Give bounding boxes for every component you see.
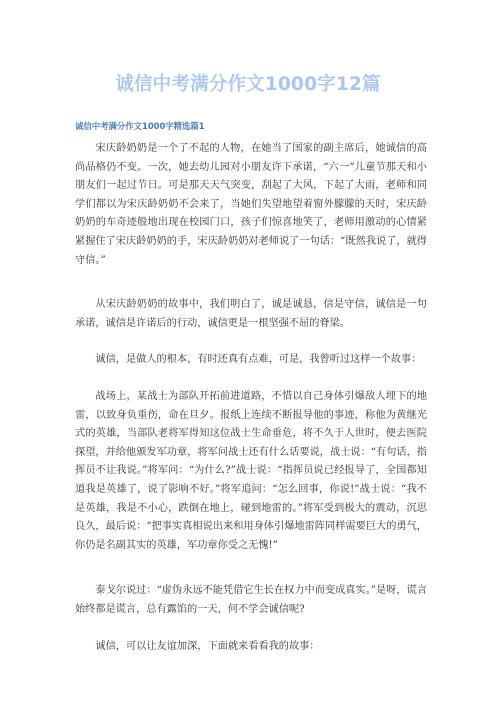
- paragraph: 宋庆龄奶奶是一个了不起的人物，在她当了国家的副主席后，她诚信的高尚品格仍不变。一次，她去幼儿园对小朋友许下承诺，“六一”儿童节那天和小朋友们一起过节日。可是那天天气突变，刮起了大风，下起了大雨，老师和同学们都以为宋庆龄奶奶不会来了，当她们失望地望着窗外朦朦的天时，宋庆龄奶奶的车奇迹般地出现在校园门口，孩子们惊喜地笑了，老师用激动的心情紧紧握住了宋庆龄奶奶的手，宋庆龄奶奶对老师说了一句话：“既然我说了，就得守信。”: [75, 143, 427, 266]
- paragraph: 诚信，是做人的根本，有时还真有点难，可是，我曾听过这样一个故事：: [95, 354, 422, 365]
- paragraph: 从宋庆龄奶奶的故事中，我们明白了，诚是诚恳，信是守信，诚信是一句承诺，诚信是许诺后的行动，诚信更是一根坚强不屈的脊梁。: [75, 299, 427, 329]
- section-subtitle: 诚信中考满分作文1000字精选篇1: [75, 121, 205, 131]
- paragraph: 泰戈尔说过：“虚伪永远不能凭借它生长在权力中而变成真实。”是呀，谎言始终都是谎言，总有露馅的一天，何不学会诚信呢?: [75, 585, 427, 615]
- paragraph: 战场上，某战士为部队开拓前进道路，不惜以自己身体引爆敌人埋下的地雷，以致身负重伤，命在旦夕。报纸上连续不断报导他的事迹，称他为黄继光式的英雄，当部队老将军得知这位战士生命垂危，将不久于人世时，便去医院探望，并给他颁发军功章，将军问战士还有什么话要说，战士说：“有句话，指挥员不让我说。”将军问：“为什么?”战士说：“指挥员说已经报导了，全国都知道我是英雄了，说了影响不好。”将军追问：“怎么回事，你说!”战士说：“我不是英雄，我是不小心，跌倒在地上，碰到地雷的。”将军受到极大的震动，沉思良久，最后说：“把事实真相说出来和用身体引爆地雷阵同样需要巨大的勇气，你仍是名副其实的英雄，军功章你受之无愧!”: [75, 391, 427, 551]
- document-title: 诚信中考满分作文1000字12篇: [115, 74, 381, 95]
- paragraph: 诚信，可以让友谊加深，下面就来看看我的故事：: [95, 641, 320, 652]
